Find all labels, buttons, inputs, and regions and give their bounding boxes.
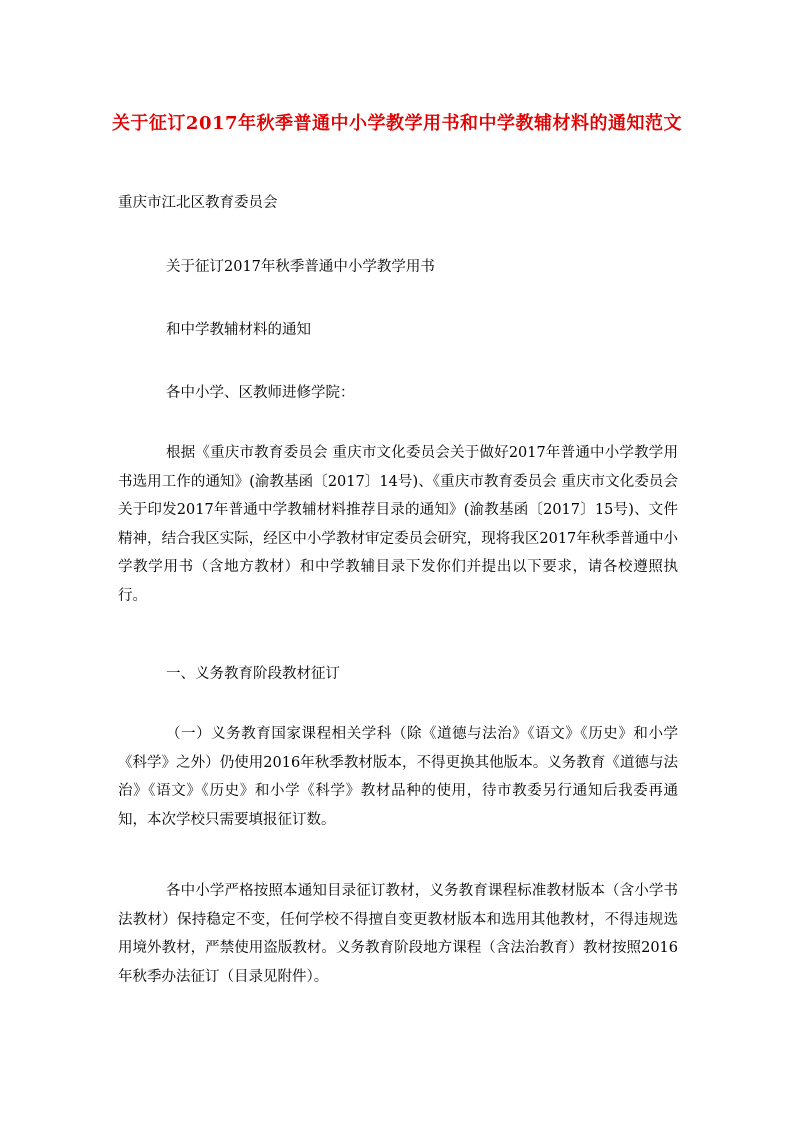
subtitle-line-1: 关于征订2017年秋季普通中小学教学用书 <box>166 259 435 275</box>
subtitle-line-2: 和中学教辅材料的通知 <box>166 322 311 338</box>
body-paragraph-1: 根据《重庆市教育委员会 重庆市文化委员会关于做好2017年普通中小学教学用书选用工作的通知》(渝教基函〔2017〕14号)、《重庆市教育委员会 重庆市文化委员会关于印发2017年普通中学教辅材料推荐目录的通知》(渝教基函〔2017〕15号)、文件精神，结合我区实际，经区中小学教材审定委员会研究，现将我区2017年秋季普通中小学教学用书（含地方教材）和中学教辅目录下发你们并提出以下要求，请各校遵照执行。 <box>118 445 678 604</box>
section-heading: 一、义务教育阶段教材征订 <box>166 666 340 682</box>
section-paragraph-1: （一）义务教育国家课程相关学科（除《道德与法治》《语文》《历史》和小学《科学》之外）仍使用2016年秋季教材版本，不得更换其他版本。义务教育《道德与法治》《语文》《历史》和小学《科学》教材品种的使用，待市教委另行通知后我委再通知，本次学校只需要填报征订数。 <box>118 726 678 828</box>
issuer-line: 重庆市江北区教育委员会 <box>118 195 278 211</box>
document-title: 关于征订2017年秋季普通中小学教学用书和中学教辅材料的通知范文 <box>111 113 683 134</box>
salutation: 各中小学、区教师进修学院： <box>166 385 355 401</box>
section-paragraph-2: 各中小学严格按照本通知目录征订教材，义务教育课程标准教材版本（含小学书法教材）保持稳定不变，任何学校不得擅自变更教材版本和选用其他教材，不得违规选用境外教材，严禁使用盗版教材。义务教育阶段地方课程（含法治教育）教材按照2016年秋季办法征订（目录见附件）。 <box>118 883 678 985</box>
